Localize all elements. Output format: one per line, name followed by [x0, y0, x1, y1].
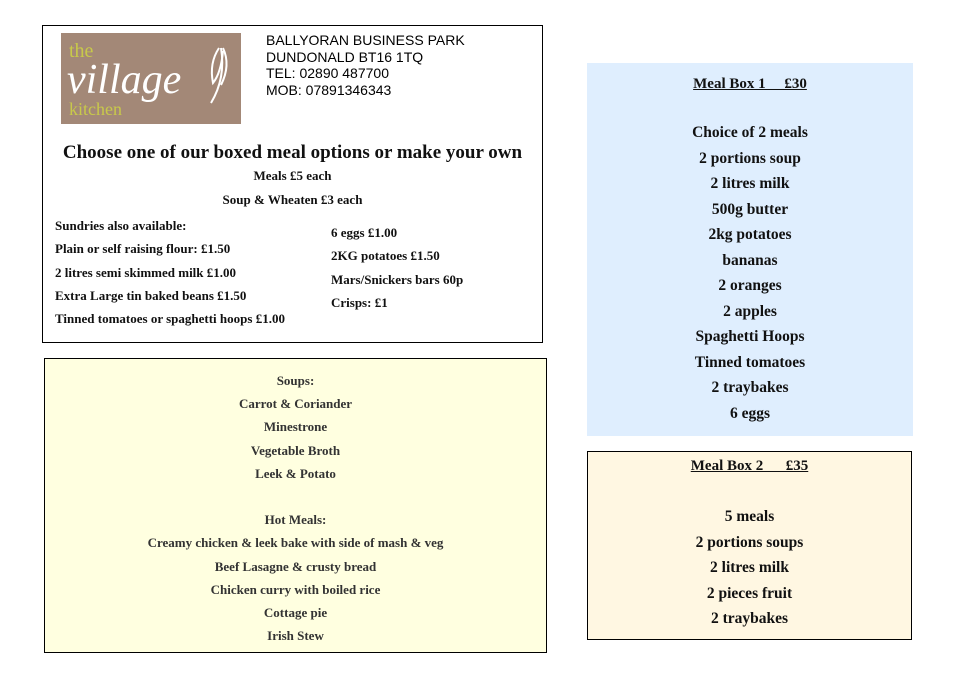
whisk-icon: [211, 48, 227, 103]
meal-box-1-title: Meal Box 1 £30: [693, 76, 807, 92]
spacer: [45, 485, 546, 508]
sundries-item: 2KG potatoes £1.50: [331, 248, 440, 264]
soup-item: Minestrone: [263, 419, 328, 435]
hot-meal-item: Beef Lasagne & crusty bread: [214, 558, 377, 574]
hot-meal-item: Chicken curry with boiled rice: [210, 581, 381, 597]
meal-box-item: 2 portions soup: [699, 149, 801, 167]
sundries-item: Tinned tomatoes or spaghetti hoops £1.00: [55, 311, 285, 327]
hot-meal-item: Irish Stew: [267, 628, 324, 644]
telephone: TEL: 02890 487700: [266, 65, 389, 81]
meal-box-item: 2 litres milk: [710, 559, 789, 576]
sundries-item: Plain or self raising flour: £1.50: [55, 241, 231, 257]
meal-box-1: [587, 63, 913, 436]
soup-item: Leek & Potato: [255, 465, 336, 481]
meal-box-2-items: [588, 504, 911, 632]
meal-box-2: [587, 451, 912, 640]
meal-box-item: Choice of 2 meals: [692, 124, 808, 141]
meal-box-item: 2 traybakes: [711, 379, 789, 396]
meals-price: Meals £5 each: [253, 168, 332, 183]
soup-item: Carrot & Coriander: [238, 396, 353, 412]
meal-box-item: Tinned tomatoes: [694, 353, 806, 371]
sundries-item: 2 litres semi skimmed milk £1.00: [55, 264, 237, 280]
sundries-left-column: [55, 214, 285, 330]
menu-list: [45, 369, 546, 647]
sundries-item: 6 eggs £1.00: [331, 225, 398, 240]
soups-heading: Soups:: [276, 373, 315, 388]
headline: Choose one of our boxed meal options or make your own: [62, 142, 523, 163]
address-line-1: BALLYORAN BUSINESS PARK: [266, 32, 465, 48]
menu-panel: [44, 358, 547, 653]
meal-box-item: 2kg potatoes: [708, 226, 792, 243]
sundries-item: Sundries also available:: [55, 218, 187, 233]
meal-box-item: 2 pieces fruit: [706, 584, 793, 602]
meal-box-item: 5 meals: [724, 508, 775, 525]
meal-box-2-title: Meal Box 2 £35: [690, 458, 809, 474]
meal-box-item: bananas: [722, 251, 778, 269]
village-kitchen-logo: [61, 33, 241, 124]
address-line-2: DUNDONALD BT16 1TQ: [266, 48, 424, 65]
meal-box-item: 2 litres milk: [710, 175, 790, 192]
logo-line-3: kitchen: [69, 99, 122, 119]
meal-box-item: 2 portions soups: [695, 533, 804, 551]
soup-price: Soup & Wheaten £3 each: [222, 192, 363, 207]
hot-meal-item: Cottage pie: [263, 604, 328, 620]
logo-line-2: village: [67, 57, 182, 103]
soup-item: Vegetable Broth: [250, 442, 341, 458]
hot-meals-heading: Hot Meals:: [264, 512, 327, 528]
sundries-item: Extra Large tin baked beans £1.50: [55, 287, 247, 303]
meal-box-1-items: [587, 120, 913, 426]
meal-box-item: 6 eggs: [729, 404, 771, 422]
contact-details: [266, 32, 465, 98]
hot-meal-item: Creamy chicken & leek bake with side of mash & veg: [147, 535, 444, 551]
meal-box-item: 2 oranges: [718, 277, 782, 294]
sundries-item: Crisps: £1: [331, 294, 388, 310]
logo-line-1: the: [69, 40, 94, 62]
info-panel: [42, 25, 543, 343]
sundries-item: Mars/Snickers bars 60p: [331, 271, 464, 287]
mobile: MOB: 07891346343: [266, 81, 392, 98]
meal-box-item: 2 traybakes: [710, 610, 789, 627]
meal-box-item: 2 apples: [723, 302, 777, 320]
sundries-right-column: [331, 221, 463, 314]
meal-box-item: Spaghetti Hoops: [695, 328, 805, 345]
meal-box-item: 500g butter: [711, 200, 789, 218]
